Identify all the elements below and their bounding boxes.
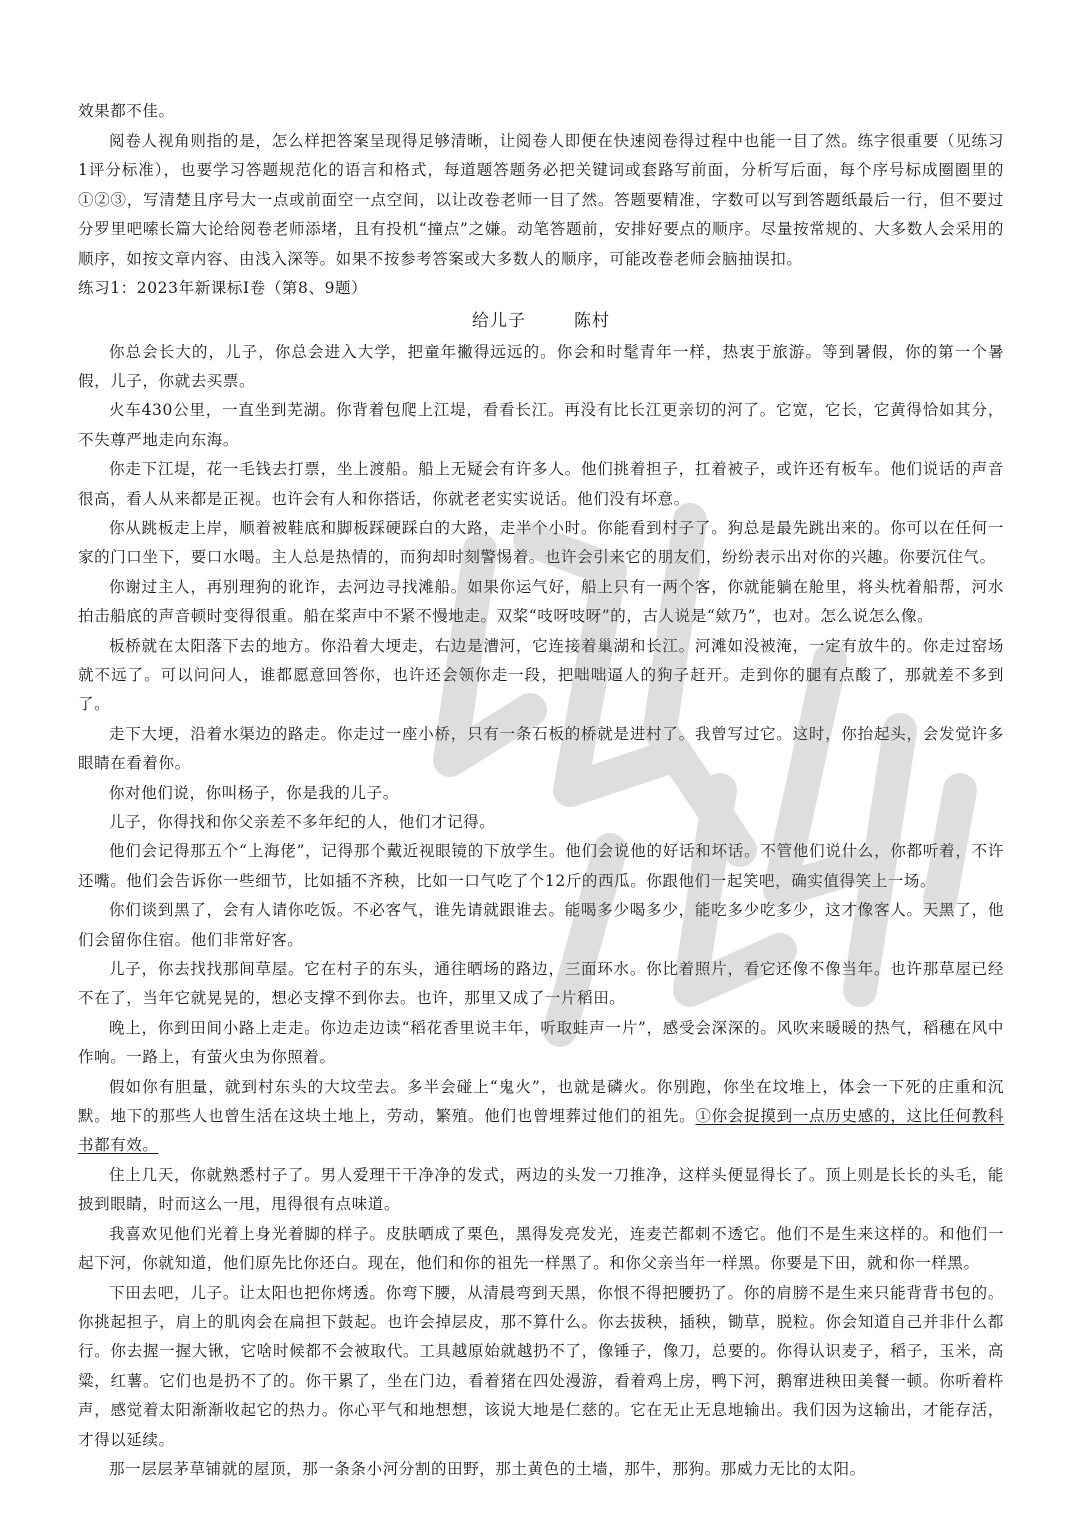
practice-heading: 练习1：2023年新课标I卷（第8、9题） [78, 279, 368, 297]
article-paragraph: 你们谈到黑了，会有人请你吃饭。不必客气，谁先请就跟谁去。能喝多少喝多少，能吃多少吃多少，这才像客人。天黑了，他们会留你住宿。他们非常好客。 [78, 901, 1004, 949]
article-paragraph: 儿子，你去找找那间草屋。它在村子的东头，通往晒场的路边，三面环水。你比着照片，看它还像不像当年。也许那草屋已经不在了，当年它就晃晃的，想必支撑不到你去。也许，那里又成了一片稻田。 [78, 960, 1004, 1008]
article-body [78, 338, 1004, 1485]
article-paragraph: 晚上，你到田间小路上走走。你边走边读“稻花香里说丰年，听取蛙声一片”，感受会深深的。风吹来暖暖的热气，稻穗在风中作响。一路上，有萤火虫为你照着。 [78, 1018, 1004, 1067]
underlined-sentence: ①你会捉摸到一点历史感的，这比任何教科书都有效。 [78, 1107, 1004, 1155]
article-paragraph: 我喜欢见他们光着上身光着脚的样子。皮肤晒成了栗色，黑得发亮发光，连麦芒都刺不透它。他们不是生来这样的。和他们一起下河，你就知道，他们原先比你还白。现在，他们和你的祖先一样黑了。和你父亲当年一样黑。你要是下田，就和你一样黑。 [78, 1224, 1004, 1273]
article-paragraph: 你对他们说，你叫杨子，你是我的儿子。 [109, 783, 399, 802]
article-paragraph: 他们会记得那五个“上海佬”，记得那个戴近视眼镜的下放学生。他们会说他的好话和坏话。不管他们说什么，你都听着，不许还嘴。他们会告诉你一些细节，比如插不齐秧，比如一口气吃了个12斤的西瓜。你跟他们一起笑吧，确实值得笑上一场。 [78, 842, 1004, 890]
article-author: 陈村 [574, 310, 610, 331]
article-title [78, 304, 1004, 338]
article-paragraph: 板桥就在太阳落下去的地方。你沿着大埂走，右边是漕河，它连接着巢湖和长江。河滩如没被淹，一定有放牛的。你走过窑场就不远了。可以问问人，谁都愿意回答你，也许还会领你走一段，把咄咄逼人的狗子赶开。走到你的腿有点酸了，那就差不多到了。 [78, 636, 1004, 714]
article-paragraph: 你从跳板走上岸，顺着被鞋底和脚板踩硬踩白的大路，走半个小时。你能看到村子了。狗总是最先跳出来的。你可以在任何一家的门口坐下，要口水喝。主人总是热情的，而狗却时刻警惕着。也许会引来它的朋友们，纷纷表示出对你的兴趣。你要沉住气。 [78, 518, 1004, 567]
intro-paragraph: 阅卷人视角则指的是，怎么样把答案呈现得足够清晰，让阅卷人即便在快速阅卷得过程中也能一目了然。练字很重要（见练习1评分标准），也要学习答题规范化的语言和格式，每道题答题务必把关键词或套路写前面，分析写后面，每个序号标成圈圈里的①②③，写清楚且序号大一点或前面空一点空间，以让改卷老师一目了然。答题要精准，字数可以写到答题纸最后一行，但不要过分罗里吧嗦长篇大论给阅卷老师添堵，且有投机“撞点”之嫌。动笔答题前，安排好要点的顺序。尽量按常规的、大多数人会采用的顺序，如按文章内容、由浅入深等。如果不按参考答案或大多数人的顺序，可能改卷老师会脑抽误扣。 [78, 131, 1004, 268]
page-content [78, 97, 1004, 1484]
article-paragraph: 你谢过主人，再别理狗的讹诈，去河边寻找滩船。如果你运气好，船上只有一两个客，你就能躺在舱里，将头枕着船帮，河水拍击船底的声音顿时变得很重。船在桨声中不紧不慢地走。双桨“吱呀吱呀”的，古人说是“欸乃”，也对。怎么说怎么像。 [78, 577, 1004, 626]
article-title-text: 给儿子 [472, 310, 526, 331]
article-paragraph-text: 假如你有胆量，就到村东头的大坟茔去。多半会碰上“鬼火”，也就是磷火。你别跑，你坐在坟堆上，体会一下死的庄重和沉默。地下的那些人也曾生活在这块土地上，劳动，繁殖。他们也曾埋葬过他们的祖先。 [78, 1077, 1004, 1126]
intro-line: 效果都不佳。 [78, 102, 175, 120]
article-paragraph: 那一层层茅草铺就的屋顶，那一条条小河分割的田野，那土黄色的土墙，那牛，那狗。那威力无比的太阳。 [109, 1459, 866, 1478]
article-paragraph [78, 1073, 1004, 1161]
article-paragraph: 儿子，你得找和你父亲差不多年纪的人，他们才记得。 [109, 813, 496, 831]
article-paragraph: 走下大埂，沿着水渠边的路走。你走过一座小桥，只有一条石板的桥就是进村了。我曾写过它。这时，你抬起头，会发觉许多眼睛在看着你。 [78, 724, 1004, 773]
article-paragraph: 火车430公里，一直坐到芜湖。你背着包爬上江堤，看看长江。再没有比长江更亲切的河了。它宽，它长，它黄得恰如其分，不失尊严地走向东海。 [78, 401, 1004, 449]
article-paragraph: 住上几天，你就熟悉村子了。男人爱理干干净净的发式，两边的头发一刀推净，这样头便显得长了。顶上则是长长的头毛，能披到眼睛，时而这么一甩，甩得很有点味道。 [78, 1165, 1004, 1214]
article-paragraph: 你走下江堤，花一毛钱去打票，坐上渡船。船上无疑会有许多人。他们挑着担子，扛着被子，或许还有板车。他们说话的声音很高，看人从来都是正视。也许会有人和你搭话，你就老老实实说话。他们没有坏意。 [78, 460, 1004, 508]
article-paragraph: 你总会长大的，儿子，你总会进入大学，把童年撇得远远的。你会和时髦青年一样，热衷于旅游。等到暑假，你的第一个暑假，儿子，你就去买票。 [78, 342, 1004, 390]
article-paragraph: 下田去吧，儿子。让太阳也把你烤透。你弯下腰，从清晨弯到天黑，你恨不得把腰扔了。你的肩膀不是生来只能背背书包的。你挑起担子，肩上的肌肉会在扁担下鼓起。也许会掉层皮，那不算什么。你去拔秧，插秧，锄草，脱粒。你会知道自己并非什么都行。你去握一握大锹，它啥时候都不会被取代。工具越原始就越扔不了，像锤子，像刀，总要的。你得认识麦子，稻子，玉米，高粱，红薯。它们也是扔不了的。你干累了，坐在门边，看着猪在四处漫游，看着鸡上房，鸭下河，鹅窜进秧田美餐一顿。你听着杵声，感觉着太阳渐渐收起它的热力。你心平气和地想想，该说大地是仁慈的。它在无止无息地输出。我们因为这输出，才能存活，才得以延续。 [78, 1283, 1004, 1449]
